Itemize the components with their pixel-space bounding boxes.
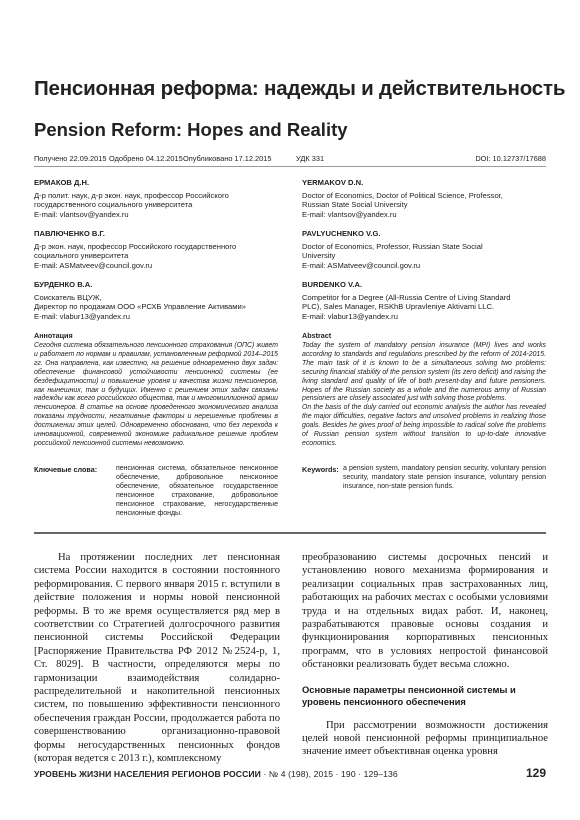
author-name: BURDENKO V.A. — [302, 280, 363, 289]
author-name: ПАВЛЮЧЕНКО В.Г. — [34, 229, 105, 238]
author-email[interactable]: E-mail: vlabur13@yandex.ru — [34, 311, 130, 321]
keywords-ru-text: пенсионная система, обязательное пенсионное обеспечение, добровольное пенсионное обеспечение, обязательное государственное пенсионное страхование, добровольное пенсионное страхование, негосударственные пенсионные фонды. — [116, 465, 278, 517]
body-paragraph: При рассмотрении возможности достижения целей новой пенсионной реформы принципиальное значение имеет объективная оценка уровня — [302, 719, 548, 758]
author-en-2 — [302, 229, 546, 270]
author-affiliation: Д-р экон. наук, профессор Российского государственного — [34, 241, 237, 251]
doi-link[interactable]: DOI: 10.12737/17688 — [475, 154, 546, 163]
author-affiliation: Competitor for a Degree (All-Russia Centre of Living Standard — [302, 292, 511, 302]
author-affiliation: PLC), Sales Manager, RSKhB Upravleniye Aktivami LLC. — [302, 302, 495, 312]
author-en-1 — [302, 178, 546, 219]
abstract-ru-label: Аннотация — [34, 331, 73, 340]
title-russian: Пенсионная реформа: надежды и действительность — [34, 77, 566, 100]
author-ru-1 — [34, 178, 278, 219]
header-divider — [34, 166, 546, 167]
journal-issue: · № 4 (198), 2015 · 190 · 129–136 — [260, 769, 398, 779]
body-column-right — [302, 551, 548, 759]
journal-title — [34, 769, 398, 779]
keywords-en-label: Keywords: — [302, 465, 339, 474]
received-date: Получено 22.09.2015 — [34, 154, 107, 163]
body-paragraph: На протяжении последних лет пенсионная система России находится в состоянии постоянного реформирования. С первого января 2015 г. вступили в действие положения и нормы новой пенсионной реформы. В то же время осуществляется ряд мер в соответствии со Стратегией долгосрочного развития пенсионной системы Российской Федерации [Распоряжение Правительства РФ 2012 №2524-р, 1, Ст. 8029]. В частности, определяются меры по гармонизации взаимодействия солидарно-распределительной и накопительной пенсионных систем, по повышению эффективности пенсионного обеспечения граждан России, продолжается работа по совершенствованию организационно-правовой формы негосударственных пенсионных фондов (которая ведется с 2013 г.), комплексному — [34, 552, 280, 765]
author-affiliation: Соискатель ВЦУЖ, — [34, 292, 102, 302]
author-email[interactable]: E-mail: ASMatveev@council.gov.ru — [34, 260, 153, 270]
author-name: БУРДЕНКО В.А. — [34, 280, 93, 289]
body-column-left — [34, 551, 280, 766]
udc-code: УДК 331 — [296, 154, 325, 163]
author-name: PAVLYUCHENKO V.G. — [302, 229, 381, 238]
page-number: 129 — [525, 766, 546, 780]
title-english: Pension Reform: Hopes and Reality — [34, 119, 348, 140]
author-email[interactable]: E-mail: ASMatveev@council.gov.ru — [302, 260, 421, 270]
author-affiliation: Russian State Social University — [302, 200, 408, 210]
author-ru-2 — [34, 229, 278, 270]
author-affiliation: University — [302, 251, 336, 261]
author-email[interactable]: E-mail: vlantsov@yandex.ru — [34, 209, 129, 219]
author-name: YERMAKOV D.N. — [302, 178, 364, 187]
author-affiliation: Д-р полит. наук, д-р экон. наук, профессор Российского — [34, 190, 229, 200]
abstract-ru-text: Сегодня система обязательного пенсионного страхования (ОПС) живет и работает по нормам и правилам, установленным реформой 2014–2015 гг. Она направлена, как известно, на решение одновременно двух задач: обеспечение финансовой устойчивости пенсионной системы (ее бездефицитности) и повышение уровня и качества жизни пенсионеров, как нынешних, так и будущих. Именно с решением этих задач связаны надежды как всего российского общества, так и многомиллионной армии пенсионеров. В статье на основе проведенного экономического анализа показаны трудности, негативные факторы и нерешенные проблемы в достижении этих целей. Одновременно обосновано, что без перехода к инновационной, современной экономике радикальное решение проблем российской пенсионной системы невозможно. — [34, 342, 278, 447]
author-name: ЕРМАКОВ Д.Н. — [34, 178, 90, 187]
abstract-divider — [34, 532, 546, 534]
author-email[interactable]: E-mail: vlabur13@yandex.ru — [302, 311, 398, 321]
author-affiliation: Doctor of Economics, Doctor of Political Science, Professor, — [302, 190, 503, 200]
author-en-3 — [302, 280, 546, 321]
page-footer — [34, 766, 546, 784]
author-affiliation: социального университета — [34, 251, 129, 261]
keywords-en-text: a pension system, mandatory pension security, voluntary pension security, mandatory state pension insurance, voluntary pension insurance, non-state pension funds. — [343, 465, 546, 490]
author-affiliation: Директор по продажам ООО «РСХБ Управление Активами» — [34, 302, 246, 312]
abstract-en-paragraph-1: Today the system of mandatory pension insurance (MPI) lives and works according to standards and regulations prescribed by the reform of 2014-2015. The main task of it is known to be a simultaneous solving two problems: securing financial stability of the pension system (its zero deficit) and raising the living standard and quality of life of both present-day and future pensioners. Hopes of the Russian society as a whole and the numerous army of Russian pensioners are closely associated just with solving those problems. — [302, 342, 546, 403]
keywords-ru-label: Ключевые слова: — [34, 465, 98, 474]
abstract-en-label: Abstract — [302, 331, 332, 340]
abstract-en-text — [302, 342, 546, 449]
author-ru-3 — [34, 280, 278, 321]
body-paragraph: преобразованию системы досрочных пенсий и установлению нового механизма формирования и реализации социальных прав застрахованных лиц, работающих на рабочих местах с особыми условиями труда и на отдельных видах работ. И, наконец, разрабатываются правовые основы создания и функционирования корпоративных пенсионных программ, что в условиях непростой финансовой обстановки реализовать будет весьма сложно. — [302, 552, 548, 671]
approved-date: Одобрено 04.12.2015 — [109, 154, 183, 163]
published-date: Опубликовано 17.12.2015 — [183, 154, 272, 163]
author-affiliation: Doctor of Economics, Professor, Russian State Social — [302, 241, 483, 251]
abstract-en-paragraph-2: On the basis of the duly carried out economic analysis the author has revealed the major difficulties, negative factors and unsolved problems in realizing those goals. Besides he gives proof of being impossible to radical solve the problems of Russian pension system without transition to up-to-date innovative economics. — [302, 404, 546, 447]
section-heading: Основные параметры пенсионной системы и уровень пенсионного обеспечения — [302, 683, 516, 707]
author-affiliation: государственного социального университета — [34, 200, 193, 210]
author-email[interactable]: E-mail: vlantsov@yandex.ru — [302, 209, 397, 219]
journal-name: УРОВЕНЬ ЖИЗНИ НАСЕЛЕНИЯ РЕГИОНОВ РОССИИ — [34, 769, 261, 779]
